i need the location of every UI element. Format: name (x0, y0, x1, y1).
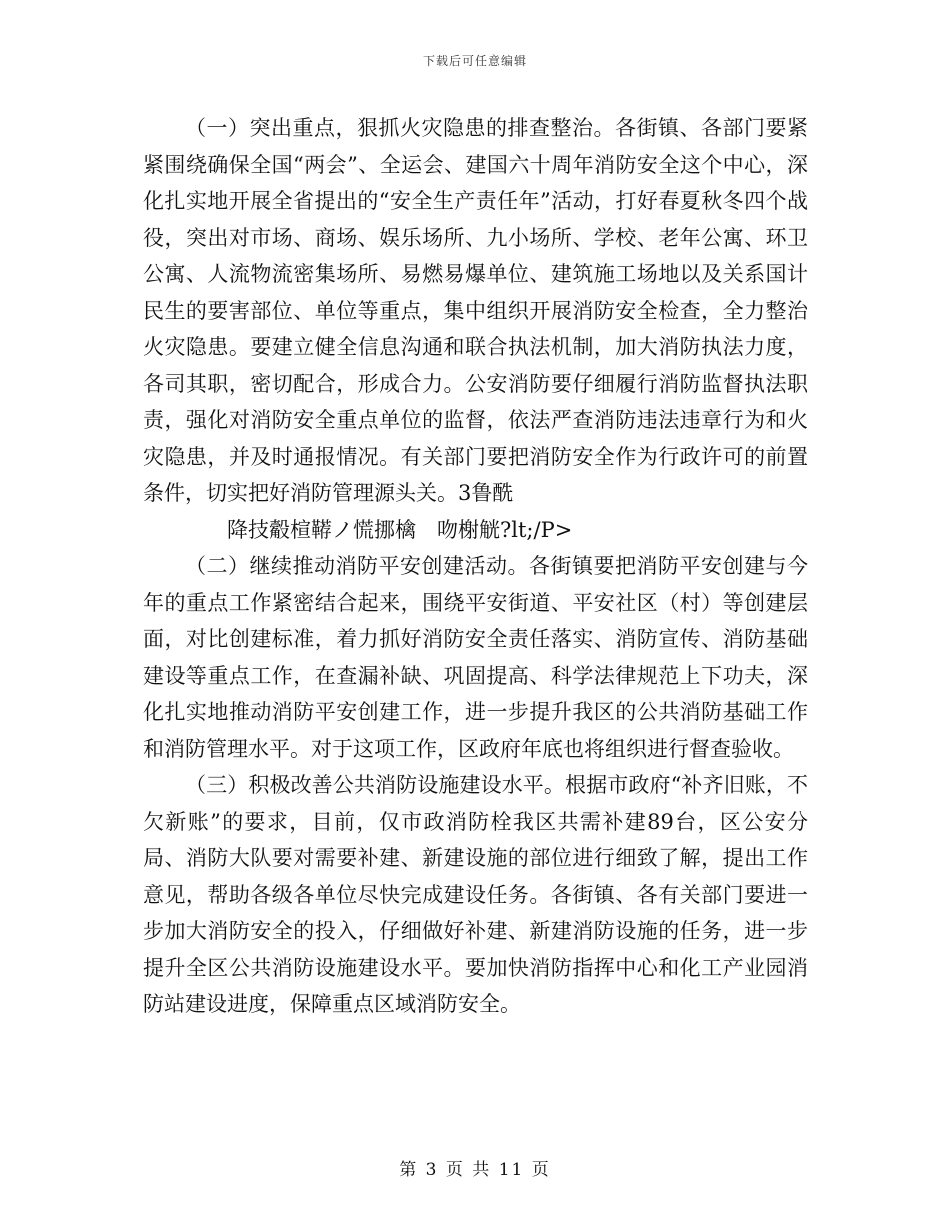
document-body (143, 110, 808, 1023)
page-number-footer: 第 3 页 共 11 页 (399, 1160, 551, 1180)
paragraph-2: （二）继续推动消防平安创建活动。各街镇要把消防平安创建与今年的重点工作紧密结合起来，围绕平安街道、平安社区（村）等创建层面，对比创建标准，着力抓好消防安全责任落实、消防宣传、消防基础建设等重点工作，在查漏补缺、巩固提高、科学法律规范上下功夫，深化扎实地推动消防平安创建工作，进一步提升我区的公共消防基础工作和消防管理水平。对于这项工作，区政府年底也将组织进行督查验收。 (143, 554, 808, 761)
paragraph-3: （三）积极改善公共消防设施建设水平。根据市政府“补齐旧账，不欠新账”的要求，目前，仅市政消防栓我区共需补建89台，区公安分局、消防大队要对需要补建、新建设施的部位进行细致了解，提出工作意见，帮助各级各单位尽快完成建设任务。各街镇、各有关部门要进一步加大消防安全的投入，仔细做好补建、新建消防设施的任务，进一步提升全区公共消防设施建设水平。要加快消防指挥中心和化工产业园消防站建设进度，保障重点区域消防安全。 (143, 773, 808, 1016)
garbled-text-line: 降技觳楦鞯ノ慌挪檎 吻榭觥?lt;/P> (227, 517, 573, 542)
page-header: 下载后可任意编辑 (422, 54, 527, 68)
paragraph-1: （一）突出重点，狠抓火灾隐患的排查整治。各街镇、各部门要紧紧围绕确保全国“两会”、全运会、建国六十周年消防安全这个中心，深化扎实地开展全省提出的“安全生产责任年”活动，打好春夏秋冬四个战役，突出对市场、商场、娱乐场所、九小场所、学校、老年公寓、环卫公寓、人流物流密集场所、易燃易爆单位、建筑施工场地以及关系国计民生的要害部位、单位等重点，集中组织开展消防安全检查，全力整治火灾隐患。要建立健全信息沟通和联合执法机制，加大消防执法力度，各司其职，密切配合，形成合力。公安消防要仔细履行消防监督执法职责，强化对消防安全重点单位的监督，依法严查消防违法违章行为和火灾隐患，并及时通报情况。有关部门要把消防安全作为行政许可的前置条件，切实把好消防管理源头关。3鲁酰 (143, 116, 808, 505)
